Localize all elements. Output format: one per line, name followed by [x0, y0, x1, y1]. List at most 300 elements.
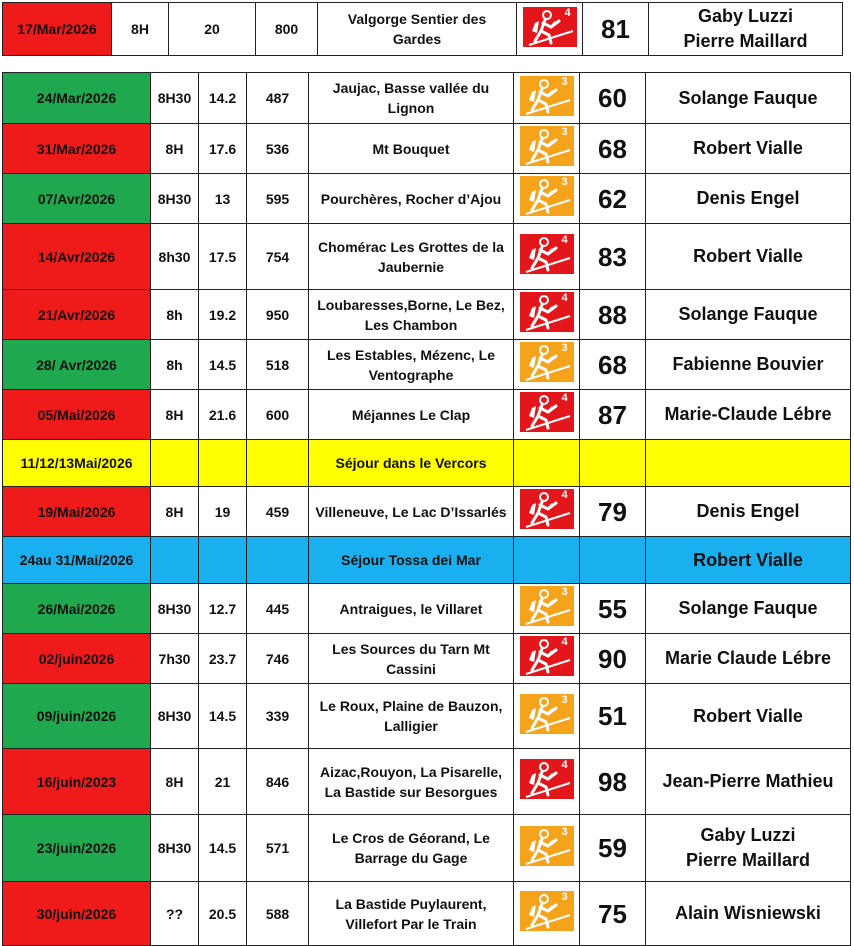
date-text: 30/juin/2026 [36, 905, 117, 922]
score-text: 62 [598, 183, 627, 214]
distance-cell [199, 440, 247, 487]
leader-cell [646, 537, 851, 584]
date-text: 24/Mar/2026 [36, 90, 117, 106]
destination-line-2: Gardes [392, 31, 442, 47]
destination-line-2: Jaubernie [377, 258, 445, 275]
table-row [3, 174, 851, 224]
leader-cell [646, 440, 851, 487]
date-text: 17/Mar/2026 [17, 21, 97, 37]
distance-text: 14.5 [208, 840, 237, 856]
destination-cell [309, 340, 514, 390]
destination-cell [309, 487, 514, 537]
date-text: 02/juin2026 [38, 650, 115, 667]
leader-cell [646, 174, 851, 224]
leader-line-1: Gaby Luzzi [697, 6, 793, 26]
leader-cell [646, 584, 851, 634]
leader-line-1: Denis Engel [696, 501, 800, 521]
date-text: 31/Mar/2026 [36, 140, 117, 157]
date-text: 11/12/13Mai/2026 [20, 455, 133, 471]
score-cell [580, 390, 646, 440]
table-row [3, 3, 843, 56]
distance-cell [199, 390, 247, 440]
distance-text: 21 [214, 773, 231, 790]
difficulty-cell [514, 224, 580, 290]
leader-cell [646, 290, 851, 340]
score-cell [580, 487, 646, 537]
time-text: 7h30 [158, 650, 191, 667]
score-text: 87 [598, 399, 627, 430]
distance-cell [199, 224, 247, 290]
date-text: 05/Mai/2026 [37, 406, 116, 423]
leader-cell [646, 882, 851, 946]
destination-line-1: Les Estables, Mézenc, Le [326, 346, 496, 363]
distance-cell [199, 124, 247, 174]
elevation-cell [247, 882, 309, 946]
leader-line-1: Robert Vialle [693, 705, 803, 726]
leader-cell [646, 73, 851, 124]
date-cell [3, 73, 151, 124]
difficulty-level: 4 [561, 234, 568, 246]
difficulty-cell [514, 815, 580, 882]
leader-line-1: Robert Vialle [693, 549, 803, 570]
time-cell [151, 537, 199, 584]
date-cell [3, 340, 151, 390]
leader-cell [646, 815, 851, 882]
elevation-text: 445 [265, 600, 290, 617]
distance-cell [199, 584, 247, 634]
time-cell [151, 584, 199, 634]
difficulty-level: 3 [561, 342, 568, 354]
table-row [3, 749, 851, 815]
elevation-text: 950 [265, 306, 290, 323]
score-text: 68 [598, 349, 627, 380]
score-text: 68 [598, 133, 627, 164]
elevation-text: 459 [265, 503, 290, 520]
destination-line-2: Cassini [386, 660, 436, 677]
difficulty-cell [514, 487, 580, 537]
destination-cell [309, 584, 514, 634]
date-text: 28/ Avr/2026 [36, 356, 117, 373]
destination-cell [309, 684, 514, 749]
date-text: 24au 31/Mai/2026 [19, 552, 134, 568]
elevation-cell [247, 684, 309, 749]
difficulty-cell [514, 882, 580, 946]
destination-line-2: Lignon [387, 100, 435, 116]
destination-line-2: La Bastide sur Besorgues [324, 783, 498, 800]
date-cell [3, 749, 151, 815]
distance-cell [169, 3, 256, 56]
time-text: 8H30 [157, 840, 192, 856]
leader-cell [646, 634, 851, 684]
time-text: 8H [165, 503, 184, 520]
elevation-text: 588 [265, 905, 290, 922]
destination-line-1: Antraigues, le Villaret [339, 600, 483, 617]
date-cell [3, 487, 151, 537]
score-cell [580, 290, 646, 340]
date-cell [3, 3, 112, 56]
difficulty-level: 3 [561, 693, 568, 706]
hiker-level-3-icon [518, 692, 576, 736]
hiker-level-3-icon [518, 584, 576, 628]
date-cell [3, 390, 151, 440]
date-text: 21/Avr/2026 [37, 306, 116, 323]
destination-cell [309, 537, 514, 584]
hiker-level-3-icon [518, 124, 576, 168]
time-cell [112, 3, 169, 56]
difficulty-level: 3 [561, 586, 568, 598]
leader-line-1: Solange Fauque [678, 304, 818, 324]
destination-cell [309, 749, 514, 815]
table-row [3, 815, 851, 882]
elevation-cell [247, 440, 309, 487]
destination-cell [318, 3, 517, 56]
elevation-cell [247, 290, 309, 340]
destination-line-2: Barrage du Gage [354, 850, 468, 866]
elevation-text: 571 [265, 840, 290, 856]
destination-cell [309, 124, 514, 174]
leader-cell [649, 3, 843, 56]
elevation-cell [247, 537, 309, 584]
leader-line-1: Gaby Luzzi [700, 825, 796, 845]
difficulty-cell [517, 3, 583, 56]
distance-cell [199, 882, 247, 946]
date-text: 23/juin/2026 [36, 840, 117, 856]
table-row [3, 584, 851, 634]
score-cell [580, 749, 646, 815]
time-cell [151, 634, 199, 684]
difficulty-cell [514, 73, 580, 124]
elevation-cell [247, 340, 309, 390]
elevation-text: 746 [265, 650, 290, 667]
time-text: ?? [165, 905, 184, 922]
date-text: 19/Mai/2026 [37, 503, 116, 520]
score-text: 75 [598, 898, 627, 929]
leader-line-1: Marie-Claude Lébre [664, 404, 832, 424]
difficulty-cell [514, 124, 580, 174]
leader-line-1: Jean-Pierre Mathieu [662, 771, 834, 791]
leader-cell [646, 340, 851, 390]
elevation-cell [247, 815, 309, 882]
score-cell [580, 440, 646, 487]
score-text: 88 [598, 299, 627, 330]
score-cell [580, 537, 646, 584]
leader-cell [646, 390, 851, 440]
hiker-level-4-icon [518, 232, 576, 276]
table-row [3, 440, 851, 487]
hiker-level-3-icon [518, 74, 576, 118]
destination-cell [309, 390, 514, 440]
difficulty-level: 4 [561, 636, 568, 648]
distance-text: 12.7 [208, 600, 237, 617]
leader-line-1: Denis Engel [696, 188, 800, 208]
hike-schedule-table [2, 72, 851, 946]
score-text: 60 [598, 83, 627, 113]
elevation-cell [247, 634, 309, 684]
table-row [3, 390, 851, 440]
destination-line-2: Lalligier [384, 718, 438, 734]
table-row [3, 290, 851, 340]
destination-line-1: Aizac,Rouyon, La Pisarelle, [319, 763, 503, 780]
date-cell [3, 224, 151, 290]
hiker-level-4-icon [518, 634, 576, 678]
leader-line-1: Solange Fauque [678, 598, 818, 618]
elevation-text: 595 [265, 190, 290, 207]
hiker-level-4-icon [518, 487, 576, 531]
date-text: 16/juin/2023 [36, 773, 117, 790]
time-cell [151, 390, 199, 440]
date-text: 26/Mai/2026 [37, 600, 116, 617]
leader-cell [646, 487, 851, 537]
date-text: 14/Avr/2026 [37, 248, 116, 265]
destination-cell [309, 440, 514, 487]
hiker-level-4-icon [518, 390, 576, 434]
distance-text: 19 [214, 503, 231, 520]
leader-cell [646, 749, 851, 815]
leader-line-1: Alain Wisniewski [675, 903, 821, 923]
destination-line-1: Villeneuve, Le Lac D’Issarlés [315, 503, 507, 520]
destination-line-1: Pourchères, Rocher d’Ajou [320, 190, 502, 207]
time-cell [151, 815, 199, 882]
leader-line-1: Robert Vialle [693, 246, 803, 266]
difficulty-cell [514, 440, 580, 487]
difficulty-level: 4 [561, 489, 568, 501]
difficulty-cell [514, 537, 580, 584]
difficulty-level: 3 [561, 176, 568, 188]
distance-cell [199, 749, 247, 815]
time-text: 8h [166, 306, 183, 323]
hiker-level-4-icon [518, 757, 576, 801]
date-cell [3, 537, 151, 584]
distance-text: 20.5 [208, 905, 237, 922]
time-text: 8H30 [157, 708, 192, 724]
table-row [3, 882, 851, 946]
time-text: 8H30 [157, 600, 192, 617]
difficulty-level: 4 [561, 292, 568, 304]
score-cell [580, 584, 646, 634]
difficulty-level: 3 [561, 825, 568, 838]
destination-line-1: Jaujac, Basse vallée du [332, 80, 490, 96]
score-cell [580, 174, 646, 224]
difficulty-cell [514, 390, 580, 440]
distance-cell [199, 174, 247, 224]
leader-cell [646, 684, 851, 749]
time-text: 8H [165, 406, 184, 423]
leader-line-2: Pierre Maillard [685, 850, 811, 870]
table-row [3, 634, 851, 684]
table-row [3, 487, 851, 537]
time-text: 8h [166, 356, 183, 373]
table-row [3, 537, 851, 584]
distance-cell [199, 815, 247, 882]
destination-line-1: Les Sources du Tarn Mt [332, 640, 490, 657]
difficulty-cell [514, 584, 580, 634]
date-cell [3, 584, 151, 634]
difficulty-cell [514, 634, 580, 684]
distance-text: 19.2 [208, 306, 237, 323]
date-cell [3, 174, 151, 224]
elevation-cell [247, 224, 309, 290]
leader-line-1: Fabienne Bouvier [672, 354, 824, 374]
elevation-text: 518 [265, 356, 290, 373]
leader-line-1: Solange Fauque [678, 87, 818, 108]
score-cell [580, 340, 646, 390]
score-cell [580, 882, 646, 946]
destination-line-1: Valgorge Sentier des [347, 11, 487, 27]
distance-text: 17.6 [208, 140, 237, 157]
destination-line-1: Méjannes Le Clap [351, 406, 471, 423]
distance-text: 14.5 [208, 356, 237, 373]
destination-line-1: Loubaresses,Borne, Le Bez, [317, 296, 505, 313]
leader-cell [646, 224, 851, 290]
date-cell [3, 440, 151, 487]
destination-cell [309, 224, 514, 290]
schedule-header-row-table [2, 2, 843, 56]
score-cell [580, 224, 646, 290]
destination-line-1: La Bastide Puylaurent, [335, 895, 487, 912]
table-row [3, 684, 851, 749]
leader-cell [646, 124, 851, 174]
time-cell [151, 124, 199, 174]
time-cell [151, 73, 199, 124]
score-cell [580, 684, 646, 749]
elevation-cell [247, 390, 309, 440]
destination-cell [309, 882, 514, 946]
difficulty-level: 3 [561, 126, 568, 138]
destination-cell [309, 815, 514, 882]
hiker-level-3-icon [518, 340, 576, 384]
score-text: 79 [598, 496, 627, 527]
time-cell [151, 882, 199, 946]
score-text: 55 [598, 593, 627, 624]
distance-text: 17.5 [208, 248, 237, 265]
elevation-text: 846 [265, 773, 290, 790]
score-cell [583, 3, 649, 56]
distance-text: 14.2 [208, 90, 237, 106]
destination-line-2: Ventographe [368, 366, 454, 383]
distance-text: 14.5 [208, 708, 237, 724]
time-text: 8H [165, 773, 184, 790]
difficulty-level: 4 [561, 392, 568, 404]
time-cell [151, 684, 199, 749]
score-text: 83 [598, 241, 627, 272]
hiker-level-3-icon [518, 889, 576, 933]
time-cell [151, 340, 199, 390]
destination-line-1: Séjour Tossa dei Mar [341, 552, 481, 568]
difficulty-cell [514, 684, 580, 749]
elevation-cell [247, 749, 309, 815]
difficulty-level: 4 [561, 759, 568, 771]
distance-text: 23.7 [208, 650, 237, 667]
time-text: 8H [165, 140, 184, 157]
date-cell [3, 882, 151, 946]
score-text: 51 [598, 701, 627, 731]
date-cell [3, 290, 151, 340]
time-cell [151, 749, 199, 815]
elevation-text: 800 [274, 21, 299, 37]
date-text: 09/juin/2026 [36, 708, 117, 724]
table-row [3, 340, 851, 390]
distance-cell [199, 634, 247, 684]
destination-line-1: Chomérac Les Grottes de la [318, 238, 504, 255]
destination-line-2: Les Chambon [364, 316, 458, 333]
destination-cell [309, 290, 514, 340]
score-text: 81 [601, 14, 630, 44]
leader-line-1: Marie Claude Lébre [664, 648, 832, 668]
time-cell [151, 487, 199, 537]
difficulty-cell [514, 174, 580, 224]
table-row [3, 124, 851, 174]
score-text: 90 [598, 643, 627, 674]
elevation-cell [247, 487, 309, 537]
time-text: 8h30 [158, 248, 191, 265]
elevation-cell [256, 3, 318, 56]
distance-text: 13 [214, 190, 231, 207]
hiker-level-4-icon [521, 5, 579, 49]
date-cell [3, 684, 151, 749]
time-cell [151, 224, 199, 290]
elevation-cell [247, 73, 309, 124]
elevation-text: 600 [265, 406, 290, 423]
distance-cell [199, 487, 247, 537]
destination-cell [309, 73, 514, 124]
time-text: 8H30 [157, 90, 192, 106]
hiker-level-3-icon [518, 824, 576, 868]
destination-line-1: Le Roux, Plaine de Bauzon, [319, 698, 503, 714]
date-cell [3, 124, 151, 174]
destination-line-2: Villefort Par le Train [345, 915, 477, 932]
score-cell [580, 73, 646, 124]
difficulty-cell [514, 749, 580, 815]
distance-cell [199, 537, 247, 584]
elevation-cell [247, 174, 309, 224]
destination-line-1: Mt Bouquet [372, 140, 450, 157]
difficulty-level: 3 [561, 891, 568, 903]
leader-line-1: Robert Vialle [693, 138, 803, 158]
date-text: 07/Avr/2026 [37, 190, 116, 207]
difficulty-level: 4 [564, 6, 571, 19]
distance-text: 20 [204, 21, 220, 37]
destination-line-1: Le Cros de Géorand, Le [332, 830, 490, 846]
distance-cell [199, 73, 247, 124]
score-cell [580, 815, 646, 882]
date-cell [3, 815, 151, 882]
leader-line-2: Pierre Maillard [683, 31, 808, 51]
hiker-level-3-icon [518, 174, 576, 218]
hiker-level-4-icon [518, 290, 576, 334]
elevation-cell [247, 124, 309, 174]
score-text: 59 [598, 833, 627, 863]
elevation-text: 339 [265, 708, 290, 724]
time-text: 8H30 [157, 190, 192, 207]
destination-line-1: Séjour dans le Vercors [335, 455, 487, 471]
elevation-cell [247, 584, 309, 634]
time-text: 8H [131, 21, 149, 37]
distance-cell [199, 290, 247, 340]
distance-cell [199, 684, 247, 749]
table-row [3, 224, 851, 290]
destination-cell [309, 174, 514, 224]
elevation-text: 754 [265, 248, 290, 265]
time-cell [151, 174, 199, 224]
score-text: 98 [598, 766, 627, 797]
time-cell [151, 440, 199, 487]
table-row [3, 73, 851, 124]
elevation-text: 536 [265, 140, 290, 157]
date-cell [3, 634, 151, 684]
difficulty-cell [514, 290, 580, 340]
distance-cell [199, 340, 247, 390]
score-cell [580, 634, 646, 684]
